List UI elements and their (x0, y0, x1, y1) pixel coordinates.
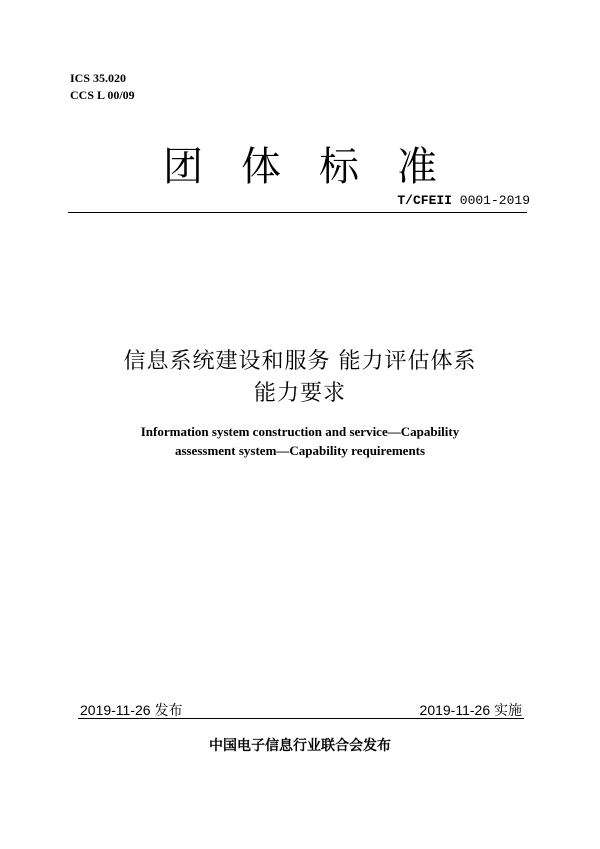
ics-code: ICS 35.020 (70, 71, 127, 85)
header-divider (68, 212, 527, 213)
issue-date: 2019-11-26 发布 (80, 702, 183, 718)
standard-code (397, 193, 530, 208)
chinese-title-line-1: 信息系统建设和服务 能力评估体系 (123, 349, 477, 374)
footer-divider (78, 718, 524, 719)
english-title-line-2: assessment system—Capability requirements (174, 443, 426, 458)
implementation-date: 2019-11-26 实施 (419, 702, 522, 718)
classification-codes (70, 70, 135, 104)
publisher: 中国电子信息行业联合会发布 (209, 738, 391, 754)
english-title-line-1: Information system construction and service—Capability (140, 424, 460, 439)
standard-type-heading: 团体标准 (163, 144, 475, 190)
ccs-code: CCS L 00/09 (70, 88, 135, 102)
standard-code-prefix: T/CFEII (397, 193, 452, 208)
chinese-title-line-2: 能力要求 (253, 381, 346, 406)
standard-code-number: 0001-2019 (459, 193, 530, 208)
